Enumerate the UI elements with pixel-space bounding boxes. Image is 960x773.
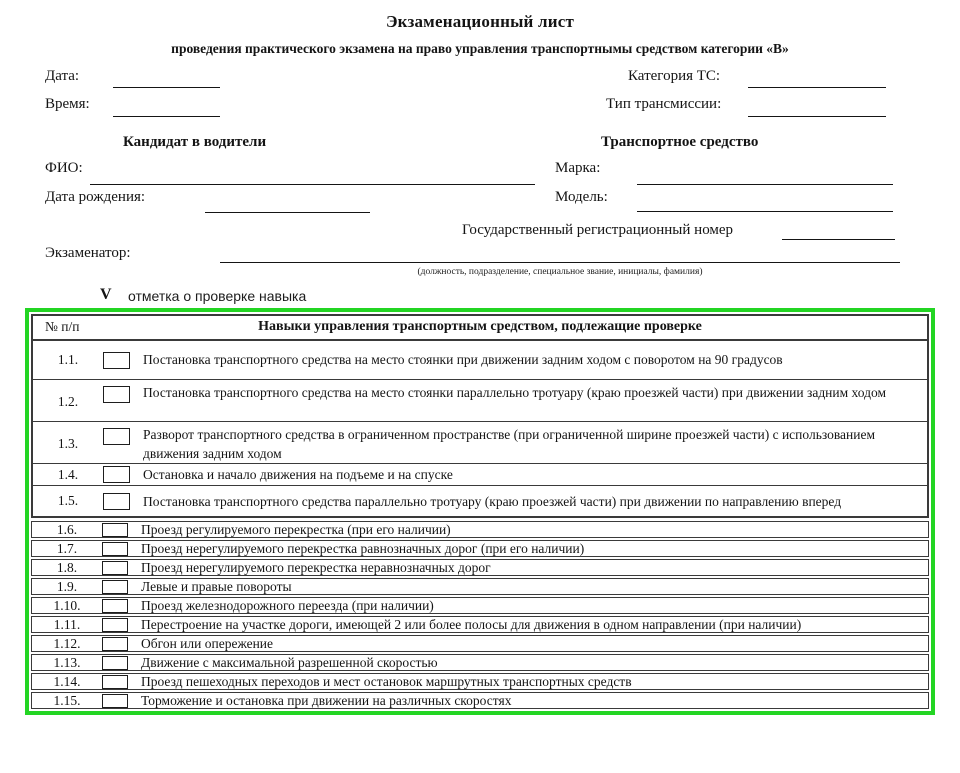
- skill-checkbox[interactable]: [102, 561, 128, 575]
- row-number: 1.8.: [56, 559, 78, 575]
- time-field-line[interactable]: [113, 116, 220, 117]
- table-row: [33, 379, 927, 421]
- row-number: 1.6.: [56, 521, 78, 537]
- date-label: Дата:: [45, 68, 80, 84]
- table-row: [31, 578, 929, 595]
- fio-label: ФИО:: [45, 160, 83, 176]
- table-row: [31, 673, 929, 690]
- row-number: 1.10.: [53, 597, 81, 613]
- skill-text: Перестроение на участке дороги, имеющей 2 или более полосы для движения в одном направлении (при наличии): [141, 617, 802, 633]
- skill-checkbox[interactable]: [102, 637, 128, 651]
- table-row: [33, 485, 927, 516]
- row-number: 1.15.: [53, 692, 81, 708]
- row-number: 1.11.: [53, 616, 81, 632]
- table-row: [33, 463, 927, 485]
- skill-text: Постановка транспортного средства на место стоянки параллельно тротуару (краю проезжей части) при движении задним ходом: [143, 385, 887, 400]
- checkmark-legend-symbol: V: [100, 286, 112, 303]
- reg-number-field-line[interactable]: [782, 239, 895, 240]
- table-row: [31, 635, 929, 652]
- skill-checkbox[interactable]: [102, 618, 128, 632]
- skill-checkbox[interactable]: [102, 599, 128, 613]
- row-number: 1.1.: [57, 352, 79, 367]
- table-row: [33, 421, 927, 463]
- page-title: Экзаменационный лист: [385, 12, 575, 31]
- skills-group-2: [31, 521, 929, 709]
- fio-field-line[interactable]: [90, 184, 535, 185]
- examiner-field-line[interactable]: [220, 262, 900, 263]
- birthdate-field-line[interactable]: [205, 212, 370, 213]
- skill-checkbox[interactable]: [102, 694, 128, 708]
- skill-checkbox[interactable]: [102, 523, 128, 537]
- row-number: 1.14.: [53, 673, 81, 689]
- row-number: 1.13.: [53, 654, 81, 670]
- brand-label: Марка:: [555, 160, 601, 176]
- table-row: [31, 597, 929, 614]
- row-number: 1.9.: [56, 578, 78, 594]
- skill-text: Движение с максимальной разрешенной скоростью: [141, 655, 438, 671]
- table-row: [31, 521, 929, 538]
- skill-text: Проезд нерегулируемого перекрестка равнозначных дорог (при его наличии): [141, 541, 585, 557]
- skill-text: Обгон или опережение: [141, 636, 274, 652]
- skills-group-1: [31, 314, 929, 518]
- reg-number-label: Государственный регистрационный номер: [462, 222, 734, 238]
- transmission-field-line[interactable]: [748, 116, 886, 117]
- skill-checkbox[interactable]: [102, 580, 128, 594]
- skill-text: Проезд регулируемого перекрестка (при его наличии): [141, 522, 451, 538]
- checkmark-legend-text: отметка о проверке навыка: [128, 288, 307, 304]
- model-field-line[interactable]: [637, 211, 893, 212]
- table-row: [31, 692, 929, 709]
- table-row: [31, 616, 929, 633]
- candidate-section-header: Кандидат в водители: [123, 134, 267, 150]
- birthdate-label: Дата рождения:: [45, 189, 146, 205]
- table-row: [31, 540, 929, 557]
- skill-checkbox[interactable]: [102, 542, 128, 556]
- skills-table-frame: [25, 308, 935, 715]
- skill-text: Постановка транспортного средства на место стоянки при движении задним ходом с поворотом на 90 градусов: [143, 352, 783, 368]
- skill-text: Остановка и начало движения на подъеме и на спуске: [143, 467, 453, 483]
- row-number: 1.7.: [56, 540, 78, 556]
- table-header-row: [33, 316, 927, 341]
- row-number: 1.12.: [53, 635, 81, 651]
- table-row: [33, 341, 927, 379]
- vehicle-category-label: Категория ТС:: [628, 68, 721, 84]
- table-row: [31, 559, 929, 576]
- skill-checkbox[interactable]: [102, 656, 128, 670]
- examiner-label: Экзаменатор:: [45, 245, 131, 261]
- skill-checkbox[interactable]: [103, 466, 130, 483]
- skill-text: Постановка транспортного средства параллельно тротуару (краю проезжей части) при движении по направлению вперед: [143, 493, 842, 509]
- skill-checkbox[interactable]: [102, 675, 128, 689]
- skill-checkbox[interactable]: [103, 386, 130, 403]
- skill-text: Проезд пешеходных переходов и мест остановок маршрутных транспортных средств: [141, 674, 632, 690]
- page-subtitle: проведения практического экзамена на право управления транспортнымы средством категории «В»: [171, 41, 789, 56]
- row-number: 1.5.: [57, 493, 79, 509]
- vehicle-category-field-line[interactable]: [748, 87, 886, 88]
- vehicle-section-header: Транспортное средство: [601, 134, 759, 150]
- row-number: 1.2.: [57, 394, 79, 409]
- col-number-header: № п/п: [45, 319, 80, 334]
- date-field-line[interactable]: [113, 87, 220, 88]
- skill-checkbox[interactable]: [103, 352, 130, 369]
- skill-text: Проезд нерегулируемого перекрестка неравнозначных дорог: [141, 560, 491, 576]
- transmission-type-label: Тип трансмиссии:: [606, 96, 722, 112]
- skill-text: Торможение и остановка при движении на различных скоростях: [141, 693, 512, 709]
- row-number: 1.3.: [57, 436, 79, 452]
- skill-checkbox[interactable]: [103, 493, 130, 510]
- time-label: Время:: [45, 96, 90, 112]
- row-number: 1.4.: [57, 466, 79, 482]
- examiner-note: (должность, подразделение, специальное звание, инициалы, фамилия): [417, 267, 703, 277]
- table-row: [31, 654, 929, 671]
- skill-text: Разворот транспортного средства в ограниченном пространстве (при ограниченной ширине проезжей части) с использованием движения задним ходом: [143, 427, 876, 462]
- skill-text: Проезд железнодорожного переезда (при наличии): [141, 598, 434, 614]
- model-label: Модель:: [555, 189, 608, 205]
- brand-field-line[interactable]: [637, 184, 893, 185]
- skill-checkbox[interactable]: [103, 428, 130, 445]
- col-skills-header: Навыки управления транспортным средством, подлежащие проверке: [258, 319, 702, 334]
- skill-text: Левые и правые повороты: [141, 579, 292, 595]
